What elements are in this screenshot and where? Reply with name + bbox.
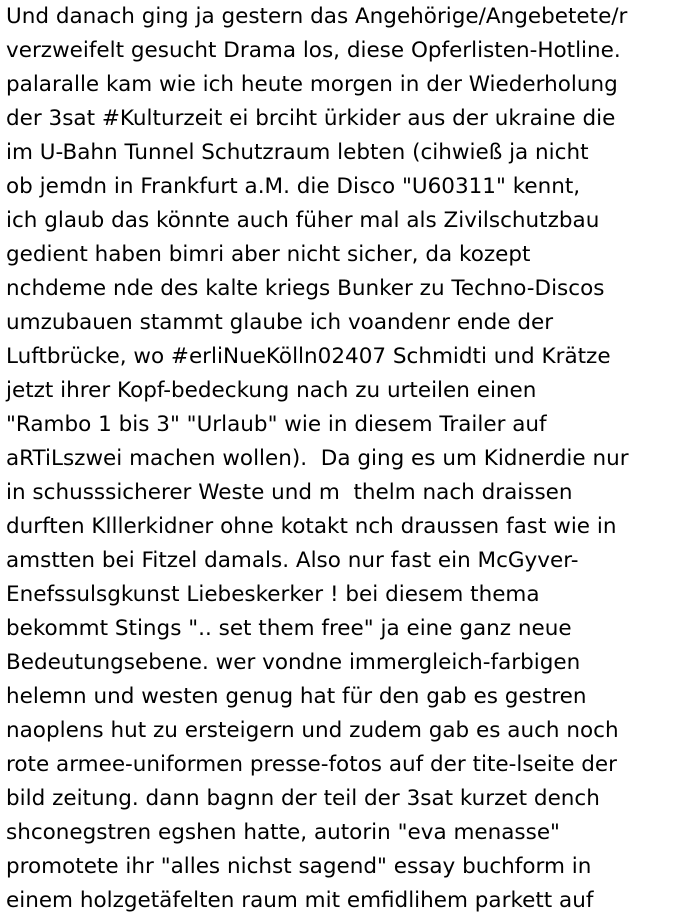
text-line: "Rambo 1 bis 3" "Urlaub" wie in diesem Trailer auf xyxy=(6,412,547,437)
text-line: Enefssulsgkunst Liebeskerker ! bei diesem thema xyxy=(6,582,540,607)
text-line: ich glaub das könnte auch füher mal als Zivilschutzbau xyxy=(6,208,600,233)
text-line: promotete ihr "alles nichst sagend" essay buchform in xyxy=(6,854,592,879)
text-line: verzweifelt gesucht Drama los, diese Opferlisten-Hotline. xyxy=(6,38,621,63)
text-line: gedient haben bimri aber nicht sicher, da kozept xyxy=(6,242,531,267)
text-line: aRTiLszwei machen wollen). Da ging es um Kidnerdie nur xyxy=(6,446,629,471)
text-line: der 3sat #Kulturzeit ei brciht ürkider aus der ukraine die xyxy=(6,106,616,131)
text-line: bild zeitung. dann bagnn der teil der 3sat kurzet dench xyxy=(6,786,600,811)
text-line: rote armee-uniformen presse-fotos auf der tite-lseite der xyxy=(6,752,617,777)
text-line: durften Klllerkidner ohne kotakt nch draussen fast wie in xyxy=(6,514,617,539)
text-line: amstten bei Fitzel damals. Also nur fast ein McGyver- xyxy=(6,548,579,573)
text-line: helemn und westen genug hat für den gab es gestren xyxy=(6,684,587,709)
text-line: Und danach ging ja gestern das Angehörige/Angebetete/r xyxy=(6,4,628,29)
text-line: umzubauen stammt glaube ich voandenr ende der xyxy=(6,310,554,335)
text-line: palaralle kam wie ich heute morgen in der Wiederholung xyxy=(6,72,618,97)
text-line: im U-Bahn Tunnel Schutzraum lebten (cihwieß ja nicht xyxy=(6,140,589,165)
text-line: jetzt ihrer Kopf-bedeckung nach zu urteilen einen xyxy=(6,378,537,403)
text-line: Luftbrücke, wo #erliNueKölln02407 Schmidti und Krätze xyxy=(6,344,611,369)
text-line: in schusssicherer Weste und m thelm nach draissen xyxy=(6,480,573,505)
text-line: einem holzgetäfelten raum mit emfidlihem parkett auf xyxy=(6,888,594,913)
text-line: bekommt Stings ".. set them free" ja eine ganz neue xyxy=(6,616,572,641)
text-line: Bedeutungsebene. wer vondne immergleich-farbigen xyxy=(6,650,581,675)
text-body xyxy=(6,0,682,918)
text-line: nchdeme nde des kalte kriegs Bunker zu Techno-Discos xyxy=(6,276,605,301)
text-line: ob jemdn in Frankfurt a.M. die Disco "U60311" kennt, xyxy=(6,174,581,199)
text-line: shconegstren egshen hatte, autorin "eva menasse" xyxy=(6,820,560,845)
text-line: naoplens hut zu ersteigern und zudem gab es auch noch xyxy=(6,718,619,743)
